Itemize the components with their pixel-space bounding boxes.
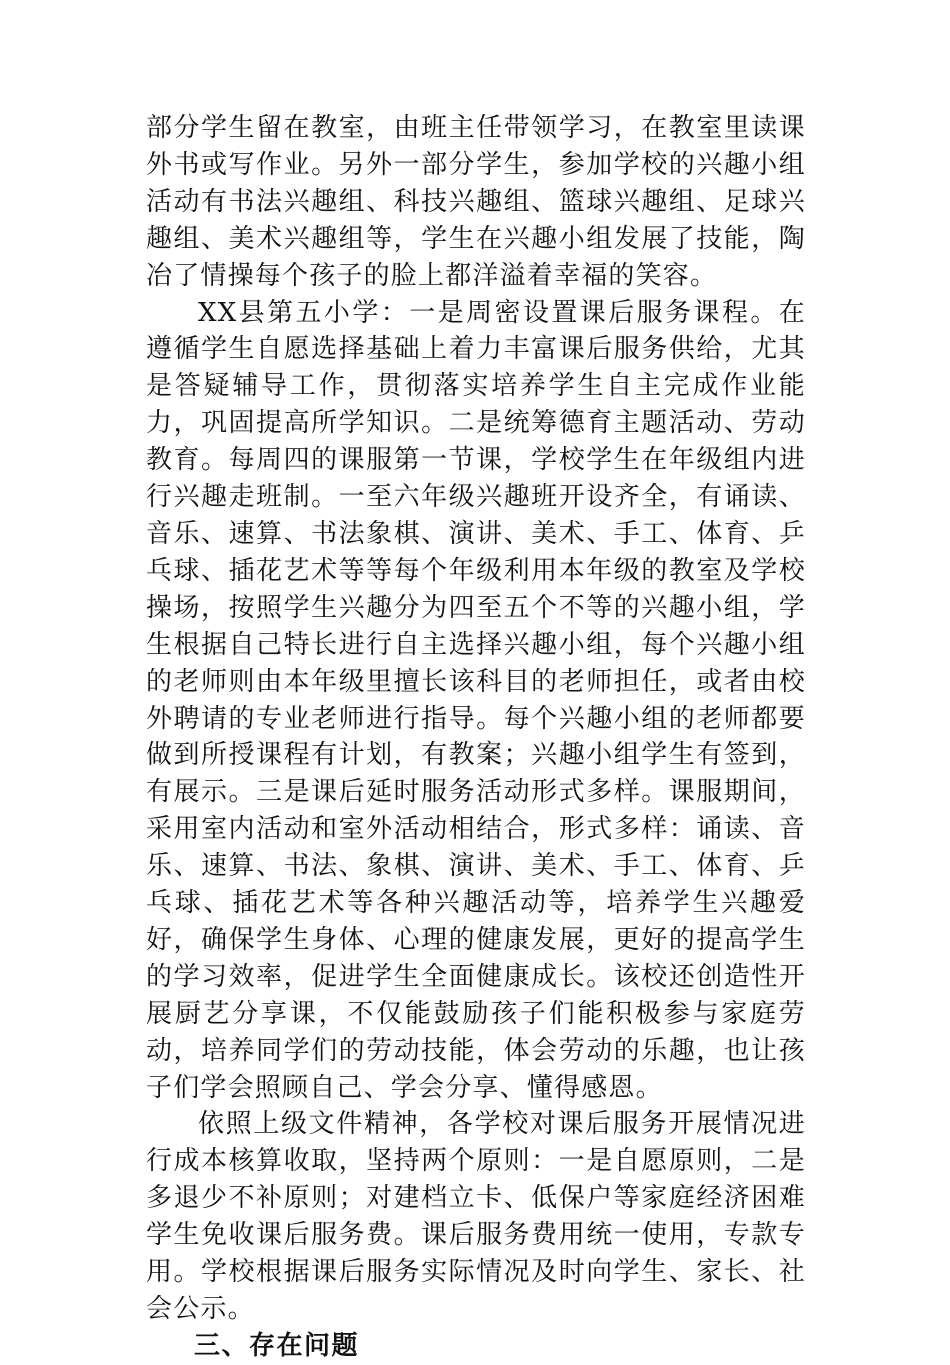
paragraph-continued: 部分学生留在教室，由班主任带领学习，在教室里读课外书或写作业。另外一部分学生，参加学校的兴趣小组活动有书法兴趣组、科技兴趣组、篮球兴趣组、足球兴趣组、美术兴趣组等，学生在兴趣小组发展了技能，陶冶了情操每个孩子的脸上都洋溢着幸福的笑容。 bbox=[146, 113, 806, 291]
paragraph-school-five: XX县第五小学：一是周密设置课后服务课程。在遵循学生自愿选择基础上着力丰富课后服务供给，尤其是答疑辅导工作，贯彻落实培养学生自主完成作业能力，巩固提高所学知识。二是统筹德育主题活动、劳动教育。每周四的课服第一节课，学校学生在年级组内进行兴趣走班制。一至六年级兴趣班开设齐全，有诵读、音乐、速算、书法象棋、演讲、美术、手工、体育、乒乓球、插花艺术等等每个年级利用本年级的教室及学校操场，按照学生兴趣分为四至五个不等的兴趣小组，学生根据自己特长进行自主选择兴趣小组，每个兴趣小组的老师则由本年级里擅长该科目的老师担任，或者由校外聘请的专业老师进行指导。每个兴趣小组的老师都要做到所授课程有计划，有教案；兴趣小组学生有签到，有展示。三是课后延时服务活动形式多样。课服期间，采用室内活动和室外活动相结合，形式多样：诵读、音乐、速算、书法、象棋、演讲、美术、手工、体育、乒乓球、插花艺术等各种兴趣活动等，培养学生兴趣爱好，确保学生身体、心理的健康发展，更好的提高学生的学习效率，促进学生全面健康成长。该校还创造性开展厨艺分享课，不仅能鼓励孩子们能积极参与家庭劳动，培养同学们的劳动技能，体会劳动的乐趣，也让孩子们学会照顾自己、学会分享、懂得感恩。 bbox=[146, 297, 806, 1103]
paragraph-fee-policy: 依照上级文件精神，各学校对课后服务开展情况进行成本核算收取，坚持两个原则：一是自愿原则，二是多退少不补原则；对建档立卡、低保户等家庭经济困难学生免收课后服务费。课后服务费用统一使用，专款专用。学校根据课后服务实际情况及时向学生、家长、社会公示。 bbox=[146, 1109, 806, 1324]
section-heading: 三、存在问题 bbox=[194, 1330, 360, 1361]
document-page bbox=[146, 110, 806, 1365]
